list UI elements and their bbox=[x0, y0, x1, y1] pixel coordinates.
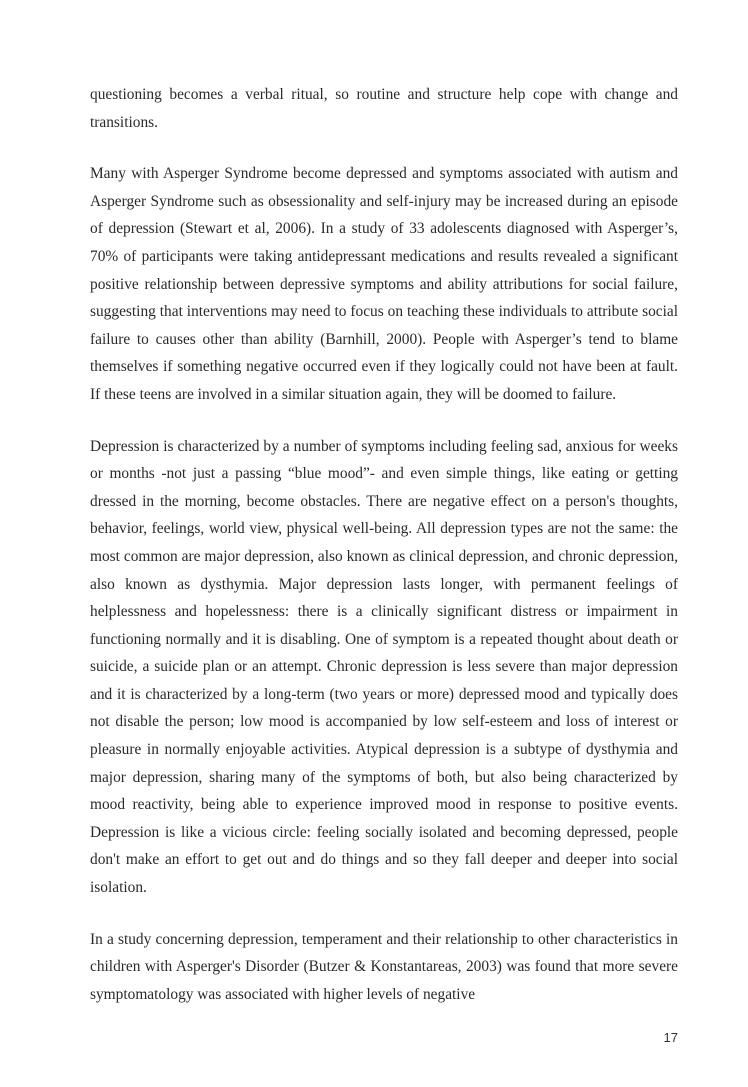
body-text bbox=[90, 81, 678, 1008]
paragraph-depression-symptoms: Depression is characterized by a number of symptoms including feeling sad, anxious for weeks or months -not just a passing “blue mood”- and even simple things, like eating or getting dressed in the morning, become obstacles. There are negative effect on a person's thoughts, behavior, feelings, world view, physical well-being. All depression types are not the same: the most common are major depression, also known as clinical depression, and chronic depression, also known as dysthymia. Major depression lasts longer, with permanent feelings of helplessness and hopelessness: there is a clinically significant distress or impairment in functioning normally and it is disabling. One of symptom is a repeated thought about death or suicide, a suicide plan or an attempt. Chronic depression is less severe than major depression and it is characterized by a long-term (two years or more) depressed mood and typically does not disable the person; low mood is accompanied by low self-esteem and loss of interest or pleasure in normally enjoyable activities. Atypical depression is a subtype of dysthymia and major depression, sharing many of the symptoms of both, but also being characterized by mood reactivity, being able to experience improved mood in response to positive events. Depression is like a vicious circle: feeling socially isolated and becoming depressed, people don't make an effort to get out and do things and so they fall deeper and deeper into social isolation. bbox=[90, 437, 678, 897]
paragraph-continuation: questioning becomes a verbal ritual, so routine and structure help cope with change and transitions. bbox=[90, 86, 678, 131]
paragraph-study-temperament: In a study concerning depression, temperament and their relationship to other characteristics in children with Asperger's Disorder (Butzer & Konstantareas, 2003) was found that more severe symptomatology was associated with higher levels of negative bbox=[90, 930, 678, 1003]
page-number: 17 bbox=[663, 1030, 678, 1045]
paragraph-asperger-depression: Many with Asperger Syndrome become depressed and symptoms associated with autism and Asperger Syndrome such as obsessionality and self-injury may be increased during an episode of depression (Stewart et al, 2006). In a study of 33 adolescents diagnosed with Asperger’s, 70% of participants were taking antidepressant medications and results revealed a significant positive relationship between depressive symptoms and ability attributions for social failure, suggesting that interventions may need to focus on teaching these individuals to attribute social failure to causes other than ability (Barnhill, 2000). People with Asperger’s tend to blame themselves if something negative occurred even if they logically could not have been at fault. If these teens are involved in a similar situation again, they will be doomed to failure. bbox=[90, 165, 678, 403]
